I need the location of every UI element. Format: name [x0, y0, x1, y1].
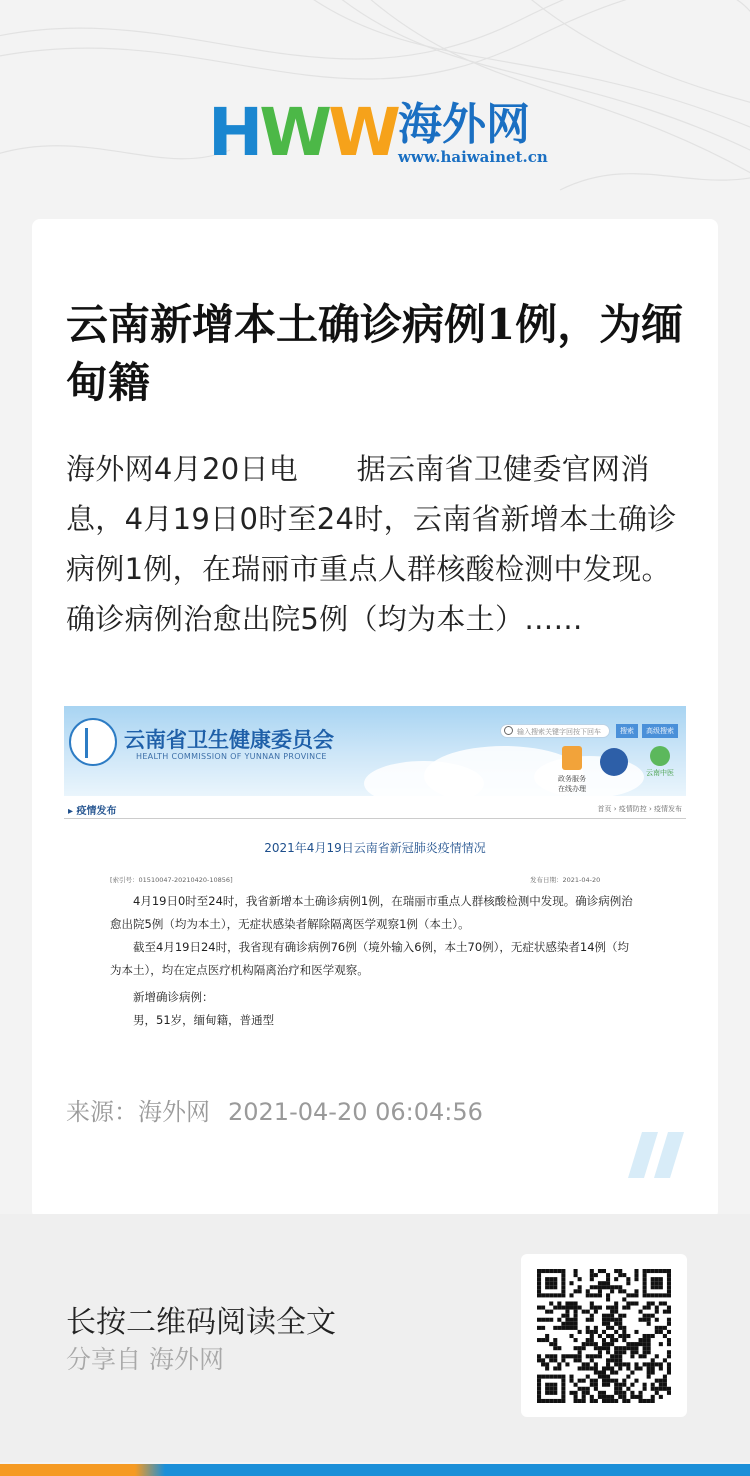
doc-title: 2021年4月19日云南省新冠肺炎疫情情况 [264, 841, 486, 855]
yunnan-tcm-label: 云南中医 [646, 769, 674, 777]
doc-paragraph: 新增确诊病例： [110, 990, 214, 1004]
qr-code-icon[interactable] [537, 1269, 671, 1403]
doc-paragraph: 截至4月19日24时，我省现有确诊病例76例（境外输入6例，本土70例），无症状感染者14例（均为本土），均在定点医疗机构隔离治疗和医学观察。 [110, 940, 630, 977]
hww-logo-mark: HWW [208, 94, 397, 171]
haiwainet-logo[interactable] [208, 94, 548, 171]
gov-service-icon [562, 746, 582, 770]
logo-chinese-name: 海外网 [398, 99, 530, 150]
search-icon [504, 726, 513, 735]
doc-index-number: [索引号：01510047-20210420-10856] [110, 876, 233, 884]
bottom-color-bar [0, 1464, 750, 1476]
doc-paragraph: 男，51岁，缅甸籍，普通型 [110, 1013, 275, 1027]
share-source-text: 分享自 海外网 [66, 1345, 224, 1374]
article-image-screenshot [64, 706, 686, 1066]
qr-prompt-text: 长按二维码阅读全文 [66, 1305, 336, 1340]
article-headline: 云南新增本土确诊病例1例，为缅甸籍 [66, 300, 684, 407]
article-source-line [66, 1092, 483, 1127]
yunnan-tcm-icon [650, 746, 670, 766]
site-nav-bar [64, 800, 686, 819]
doc-paragraph: 4月19日0时至24时，我省新增本土确诊病例1例，在瑞丽市重点人群核酸检测中发现。确诊病例治愈出院5例（均为本土），无症状感染者解除隔离医学观察1例（本土）。 [110, 894, 633, 931]
logo-url: www.haiwainet.cn [398, 148, 548, 166]
article-source: 来源：海外网 [66, 1098, 210, 1126]
site-breadcrumb: 首页 › 疫情防控 › 疫情发布 [597, 805, 682, 813]
article-summary: 海外网4月20日电 据云南省卫健委官网消息，4月19日0时至24时，云南省新增本土确诊病例1例，在瑞丽市重点人群核酸检测中发现。确诊病例治愈出院5例（均为本土）…… [66, 452, 677, 636]
gov-service-label-2: 在线办理 [558, 785, 586, 793]
site-org-name: 云南省卫生健康委员会 [124, 728, 334, 752]
article-time: 2021-04-20 06:04:56 [228, 1098, 483, 1126]
site-org-name-en: HEALTH COMMISSION OF YUNNAN PROVINCE [136, 752, 327, 761]
double-slash-decoration-icon [628, 1132, 688, 1178]
health-commission-emblem-icon [69, 718, 117, 766]
gov-service-label-1: 政务服务 [558, 775, 586, 783]
site-advanced-search-button: 高级搜索 [642, 724, 678, 738]
site-search-button: 搜索 [616, 724, 638, 738]
nav-section-label: ▸ 疫情发布 [68, 806, 117, 817]
site-search-input: 输入搜索关键字回按下回车 [500, 724, 610, 738]
round-badge-icon [600, 748, 628, 776]
doc-publish-date: 发布日期：2021-04-20 [530, 876, 601, 884]
